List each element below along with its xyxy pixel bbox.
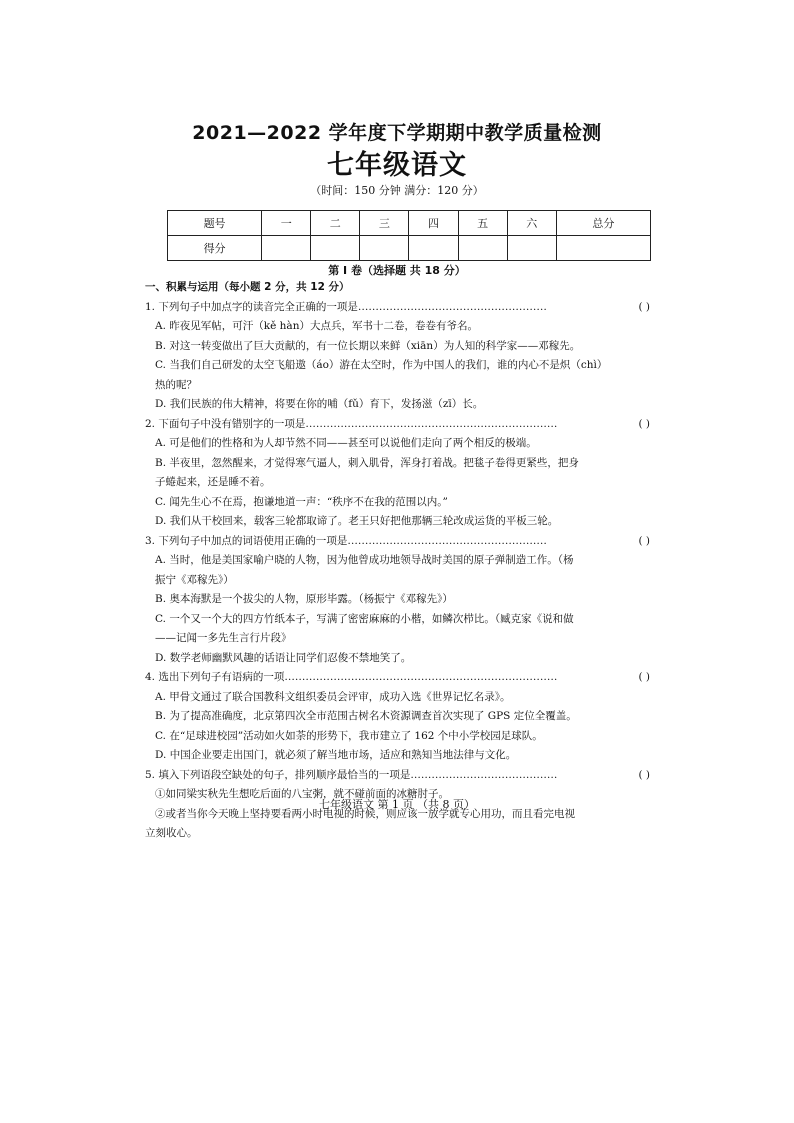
exam-title: 2021—2022 学年度下学期期中教学质量检测 <box>192 122 602 144</box>
score-cell: 五 <box>458 211 507 236</box>
question-stem: 1. 下列句子中加点字的读音完全正确的一项是……………………………………………… <box>145 300 547 313</box>
score-row-label: 得分 <box>168 236 262 261</box>
question-4 <box>145 668 650 766</box>
volume-title: 第 I 卷（选择题 共 18 分） <box>328 264 466 277</box>
score-cell: 一 <box>262 211 311 236</box>
question-stem: 4. 选出下列句子有语病的一项…………………………………………………………………… <box>145 671 558 683</box>
question-2 <box>145 415 650 532</box>
option-b: B. 对这一转变做出了巨大贡献的，有一位长期以来鲜（xiān）为人知的科学家——邓稼先。 <box>155 339 581 352</box>
option-b: B. 奥本海默是一个拔尖的人物，原形毕露。（杨振宁《邓稼先》） <box>155 593 453 605</box>
option-c: C. 闻先生心不在焉，抱谦地道一声：“秩序不在我的范围以内。” <box>155 495 448 508</box>
score-entry-cell <box>262 236 311 261</box>
score-entry-cell <box>360 236 409 261</box>
score-cell: 题号 <box>168 211 262 236</box>
option-d: D. 我们民族的伟大精神，将要在你的哺（fǔ）育下，发扬滋（zī）长。 <box>155 398 484 410</box>
score-cell: 六 <box>507 211 556 236</box>
question-area <box>145 278 650 844</box>
question-stem: 2. 下面句子中没有错别字的一项是……………………………………………………………… <box>145 417 558 430</box>
answer-paren: ( ) <box>638 417 650 430</box>
passage-line-1: ①如同梁实秋先生想吃后面的八宝粥，就不碰前面的冰糖肘子。 <box>145 788 450 800</box>
page-footer: 七年级语文 第 1 页 （共 8 页） <box>319 798 475 811</box>
option-c: C. 当我们自己研发的太空飞船遨（áo）游在太空时，作为中国人的我们，谁的内心不是炽（chì） <box>155 359 608 371</box>
option-c-cont: ——记闻一多先生言行片段》 <box>155 632 292 644</box>
option-c-cont: 热的呢？ <box>155 378 197 391</box>
question-stem: 5. 填入下列语段空缺处的句子，排列顺序最恰当的一项是…………………………………… <box>145 768 558 781</box>
passage-line-3: 立刻收心。 <box>145 827 198 839</box>
score-table-score-row <box>168 236 651 261</box>
option-d: D. 我们从干校回来，载客三轮都取谛了。老王只好把他那辆三轮改成运货的平板三轮。 <box>155 515 559 527</box>
option-d: D. 中国企业要走出国门，就必须了解当地市场，适应和熟知当地法律与文化。 <box>155 749 517 761</box>
passage-line-2: ②或者当你今天晚上坚持要看两小时电视的时候，则应该一放学就专心用功，而且看完电视 <box>145 807 576 820</box>
score-entry-cell <box>311 236 360 261</box>
option-a-cont: 振宁《邓稼先》） <box>155 573 234 586</box>
answer-paren: ( ) <box>638 300 650 313</box>
option-a: A. 可是他们的性格和为人却节然不同——甚至可以说他们走向了两个相反的极端。 <box>155 437 537 449</box>
question-stem: 3. 下列句子中加点的词语使用正确的一项是………………………………………………… <box>145 534 547 547</box>
answer-paren: ( ) <box>638 671 650 683</box>
score-entry-cell <box>556 236 650 261</box>
answer-paren: ( ) <box>638 768 650 781</box>
option-a: A. 当时，他是美国家喻户晓的人物，因为他曾成功地领导战时美国的原子弹制造工作。（杨 <box>155 554 574 566</box>
score-table-header-row <box>168 211 651 236</box>
score-entry-cell <box>409 236 458 261</box>
subject-title: 七年级语文 <box>327 150 467 181</box>
option-c: C. 一个又一个大的四方竹纸本子，写满了密密麻麻的小楷，如鳞次栉比。（臧克家《说和做 <box>155 612 574 625</box>
exam-meta: （时间：150 分钟 满分：120 分） <box>310 184 484 197</box>
question-1 <box>145 298 650 415</box>
score-cell: 三 <box>360 211 409 236</box>
score-cell: 二 <box>311 211 360 236</box>
score-cell: 四 <box>409 211 458 236</box>
score-cell: 总分 <box>556 211 650 236</box>
option-d: D. 数学老师幽默风趣的话语让同学们忍俊不禁地笑了。 <box>155 651 412 664</box>
option-a: A. 昨夜见军帖，可汗（kě hàn）大点兵，军书十二卷，卷卷有爷名。 <box>155 320 478 332</box>
score-entry-cell <box>458 236 507 261</box>
option-a: A. 甲骨文通过了联合国教科文组织委员会评审，成功入选《世界记忆名录》。 <box>155 690 511 703</box>
score-table <box>167 210 651 261</box>
answer-paren: ( ) <box>638 534 650 547</box>
option-b: B. 为了提高准确度，北京第四次全市范围古树名木资源调查首次实现了 GPS 定位全覆盖。 <box>155 710 577 722</box>
option-b: B. 半夜里，忽然醒来，才觉得寒气逼人，刺入肌骨，浑身打着战。把毯子卷得更紧些，把身 <box>155 456 579 469</box>
option-c: C. 在“足球进校园”活动如火如荼的形势下，我市建立了 162 个中小学校园足球队。 <box>155 729 543 742</box>
section-heading: 一、积累与运用（每小题 2 分，共 12 分） <box>145 281 350 293</box>
score-entry-cell <box>507 236 556 261</box>
option-b-cont: 子蜷起来，还是睡不着。 <box>155 476 271 488</box>
question-3 <box>145 532 650 669</box>
